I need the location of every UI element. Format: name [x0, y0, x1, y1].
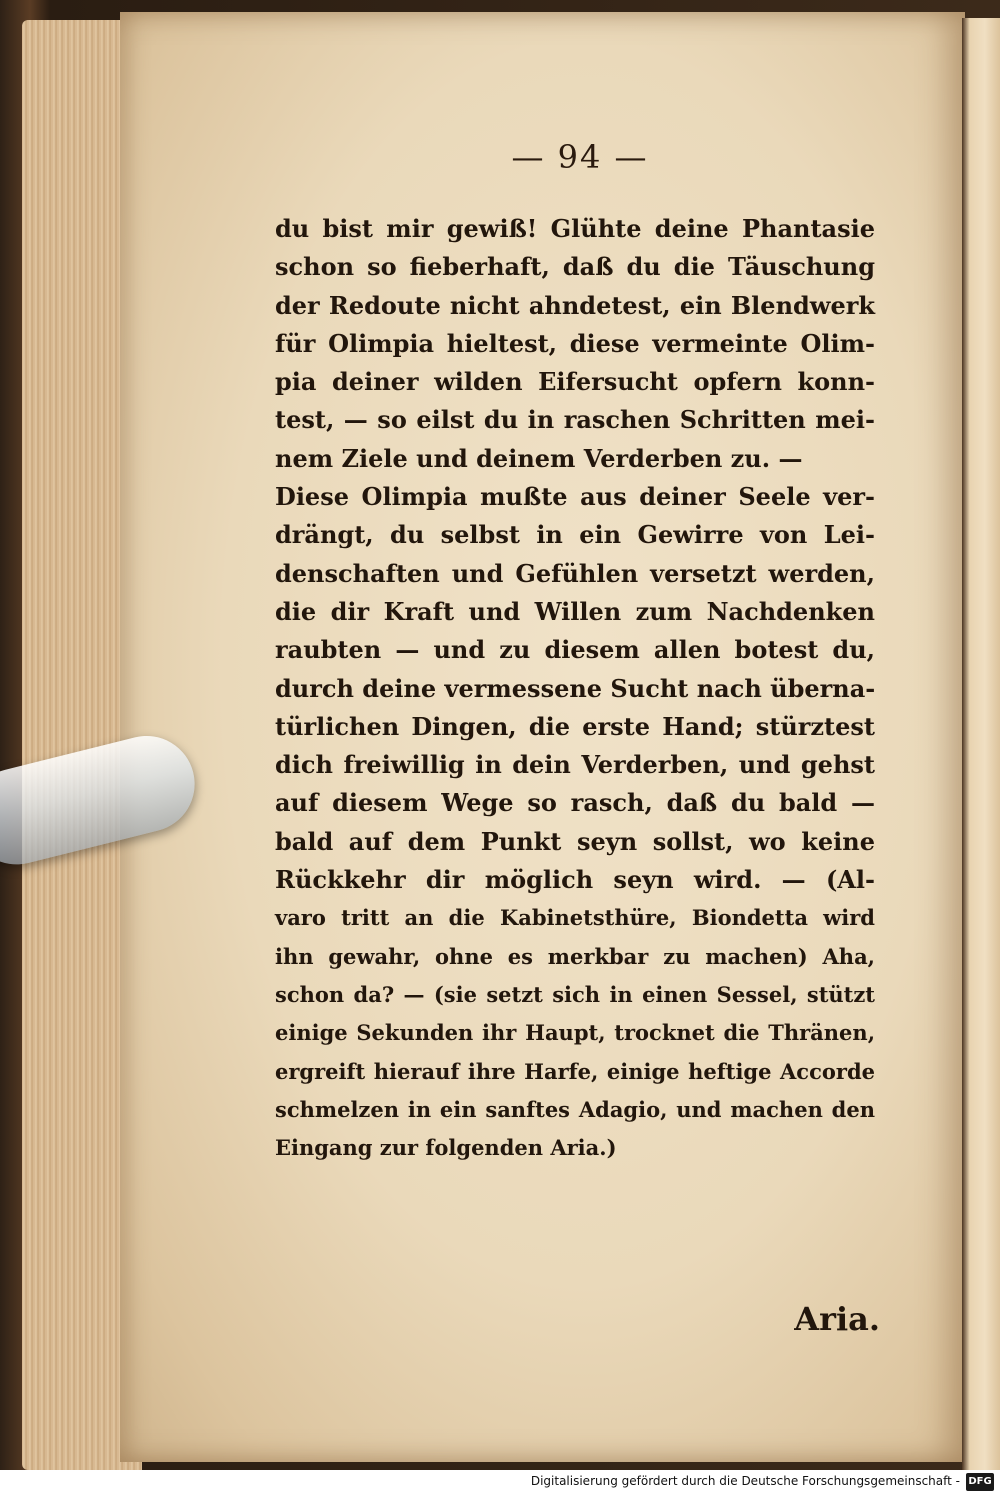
stage-direction-line: Eingang zur folgenden Aria.)	[275, 1135, 617, 1161]
catchword: Aria.	[794, 1300, 880, 1338]
text-line: bald auf dem Punkt seyn sollst, wo keine	[275, 826, 875, 856]
funding-credit: Digitalisierung gefördert durch die Deutsche Forschungsgemeinschaft -	[530, 1474, 960, 1488]
text-line: Rückkehr dir möglich seyn wird. — (Al-	[275, 865, 875, 895]
text-line: du bist mir gewiß! Glühte deine Phantasie	[275, 214, 875, 243]
text-line: die dir Kraft und Willen zum Nachdenken	[275, 596, 875, 626]
stage-direction-line: varo tritt an die Kabinetsthüre, Biondetta wird	[275, 905, 875, 931]
text-line: drängt, du selbst in ein Gewirre von Lei-	[275, 520, 875, 550]
stage-direction-line: schon da? — (sie setzt sich in einen Sessel, stützt	[275, 981, 875, 1007]
text-line: der Redoute nicht ahndetest, ein Blendwerk	[275, 290, 875, 320]
text-line: dich freiwillig in dein Verderben, und gehst	[275, 750, 875, 780]
stage-direction-line: einige Sekunden ihr Haupt, trocknet die Thränen,	[275, 1020, 875, 1046]
stage-direction-line: schmelzen in ein sanftes Adagio, und machen den	[275, 1096, 875, 1122]
text-line: auf diesem Wege so rasch, daß du bald —	[275, 788, 875, 818]
text-line: test, — so eilst du in raschen Schritten mei-	[275, 405, 875, 435]
text-line: schon so fieberhaft, daß du die Täuschung	[275, 252, 875, 282]
page-number: — 94 —	[511, 138, 649, 176]
text-line: denschaften und Gefühlen versetzt werden,	[275, 558, 875, 588]
dfg-logo: DFG	[966, 1473, 994, 1491]
footer-bar	[0, 1470, 1000, 1496]
stage-direction-line: ergreift hierauf ihre Harfe, einige heftige Accorde	[275, 1058, 875, 1084]
text-line: raubten — und zu diesem allen botest du,	[275, 635, 875, 665]
text-line: durch deine vermessene Sucht nach überna-	[275, 673, 876, 703]
stage-direction-line: ihn gewahr, ohne es merkbar zu machen) Aha,	[275, 943, 875, 969]
text-line: nem Ziele und deinem Verderben zu. —	[275, 443, 803, 473]
page-text	[275, 210, 875, 1167]
text-line: Diese Olimpia mußte aus deiner Seele ver-	[275, 482, 875, 512]
text-line: pia deiner wilden Eifersucht opfern konn-	[275, 367, 875, 397]
facing-page-edge	[962, 18, 1000, 1470]
text-line: türlichen Dingen, die erste Hand; stürztest	[275, 711, 875, 741]
text-line: für Olimpia hieltest, diese vermeinte Olim-	[275, 328, 875, 358]
